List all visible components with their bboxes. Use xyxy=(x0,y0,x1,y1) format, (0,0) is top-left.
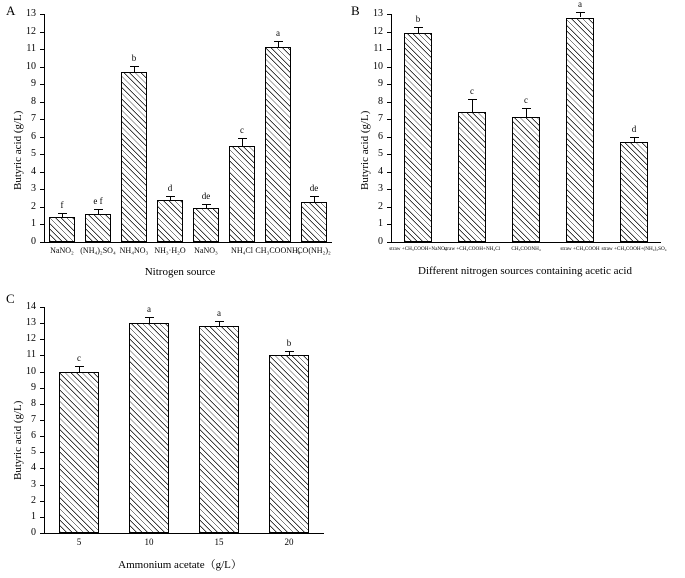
bar xyxy=(404,33,432,242)
y-axis-tick-label: 5 xyxy=(31,446,36,458)
error-bar-cap xyxy=(58,213,67,214)
error-bar xyxy=(526,108,527,118)
significance-label: de xyxy=(201,191,211,202)
y-axis-tick xyxy=(40,339,44,340)
y-axis-tick xyxy=(40,172,44,173)
x-axis-category-label: 20 xyxy=(284,537,294,547)
y-axis-tick-label: 2 xyxy=(378,200,383,212)
x-axis-category-label: CO(NH₂)₂ xyxy=(297,246,331,255)
significance-label: d xyxy=(631,123,637,134)
x-axis-category-label: CH₃COONH₄ xyxy=(511,246,541,252)
y-axis-tick-label: 7 xyxy=(378,113,383,125)
y-axis-tick xyxy=(387,154,391,155)
panel-c xyxy=(0,285,345,578)
y-axis-tick xyxy=(40,468,44,469)
y-axis-tick-label: 4 xyxy=(31,165,36,177)
y-axis-tick xyxy=(40,307,44,308)
y-axis-tick-label: 0 xyxy=(31,527,36,538)
y-axis-tick-label: 2 xyxy=(31,494,36,506)
bar xyxy=(49,217,75,242)
y-axis-tick-label: 4 xyxy=(378,165,383,177)
significance-label: f xyxy=(60,200,64,211)
y-axis-tick xyxy=(387,49,391,50)
panel-a-y-axis-label: Butyric acid (g/L) xyxy=(12,110,24,190)
y-axis-tick-label: 4 xyxy=(31,462,36,474)
bar xyxy=(269,355,309,533)
y-axis-tick xyxy=(40,323,44,324)
error-bar-cap xyxy=(522,108,531,109)
x-axis-category-label: straw +CH₃COOH+(NH₄)₂SO₄ xyxy=(601,246,667,252)
panel-a-letter: A xyxy=(6,3,16,18)
y-axis-tick xyxy=(40,485,44,486)
y-axis-tick-label: 12 xyxy=(26,333,36,345)
y-axis-tick xyxy=(40,372,44,373)
panel-b-x-axis-label: Different nitrogen sources containing acetic acid xyxy=(418,265,632,277)
y-axis-tick xyxy=(387,119,391,120)
x-axis-category-label: 10 xyxy=(144,537,154,547)
y-axis-tick xyxy=(40,137,44,138)
bar xyxy=(157,200,183,242)
y-axis-tick-label: 3 xyxy=(31,478,36,490)
x-axis-line xyxy=(391,242,661,243)
error-bar-cap xyxy=(630,137,639,138)
y-axis-tick xyxy=(387,14,391,15)
panel-b xyxy=(345,0,685,285)
y-axis-tick-label: 6 xyxy=(31,130,36,142)
y-axis-tick xyxy=(40,404,44,405)
error-bar-cap xyxy=(576,12,585,13)
y-axis-tick xyxy=(387,32,391,33)
panel-c-y-axis-label: Butyric acid (g/L) xyxy=(12,400,24,480)
y-axis-tick xyxy=(40,355,44,356)
y-axis-tick xyxy=(40,84,44,85)
significance-label: de xyxy=(309,183,319,194)
x-axis-category-label: (NH₄)₂SO₄ xyxy=(80,246,116,255)
y-axis-tick-label: 1 xyxy=(378,218,383,230)
y-axis-tick xyxy=(40,49,44,50)
error-bar-cap xyxy=(145,317,154,318)
significance-label: b xyxy=(415,14,421,25)
y-axis-tick-label: 9 xyxy=(31,381,36,393)
panel-a-x-axis-label: Nitrogen source xyxy=(144,266,216,278)
bar xyxy=(129,323,169,533)
error-bar-cap xyxy=(215,321,224,322)
error-bar-cap xyxy=(94,209,103,210)
significance-label: b xyxy=(286,337,292,348)
y-axis-tick-label: 3 xyxy=(378,183,383,195)
bar xyxy=(199,326,239,533)
y-axis-tick-label: 8 xyxy=(378,95,383,107)
y-axis-tick-label: 12 xyxy=(26,25,36,37)
significance-label: c xyxy=(470,86,474,97)
y-axis-tick-label: 13 xyxy=(26,8,36,19)
y-axis-tick-label: 13 xyxy=(26,317,36,329)
bar xyxy=(301,202,327,242)
significance-label: c xyxy=(240,124,244,135)
y-axis-tick-label: 7 xyxy=(31,414,36,425)
y-axis-tick-label: 1 xyxy=(31,218,36,230)
y-axis-tick-label: 6 xyxy=(31,430,36,442)
bar xyxy=(620,142,648,242)
x-axis-category-label: 5 xyxy=(76,537,82,547)
y-axis-tick-label: 11 xyxy=(26,349,36,361)
x-axis-category-label: straw +CH₃COOH xyxy=(560,246,600,252)
y-axis-tick xyxy=(387,84,391,85)
x-axis-category-label: NaNO₂ xyxy=(50,246,74,255)
y-axis-tick xyxy=(40,224,44,225)
x-axis-category-label: straw +CH₃COOH+NH₄Cl xyxy=(443,246,501,252)
y-axis-tick xyxy=(40,420,44,421)
y-axis-tick-label: 13 xyxy=(373,8,383,19)
y-axis-tick-label: 8 xyxy=(31,397,36,409)
x-axis-category-label: 15 xyxy=(214,537,224,547)
y-axis-tick xyxy=(40,533,44,534)
y-axis-tick xyxy=(40,189,44,190)
significance-label: a xyxy=(217,307,221,318)
y-axis-tick xyxy=(40,119,44,120)
y-axis-tick-label: 10 xyxy=(373,60,383,72)
panel-c-letter: C xyxy=(6,291,15,306)
y-axis-tick xyxy=(40,32,44,33)
error-bar-cap xyxy=(274,41,283,42)
bar xyxy=(85,214,111,242)
y-axis-tick-label: 11 xyxy=(373,43,383,55)
significance-label: a xyxy=(276,28,280,39)
y-axis-tick xyxy=(40,242,44,243)
significance-label: b xyxy=(131,52,137,63)
y-axis-tick-label: 7 xyxy=(31,113,36,125)
y-axis-tick xyxy=(40,501,44,502)
panel-c-x-axis-label: Ammonium acetate（g/L） xyxy=(118,559,242,571)
error-bar-cap xyxy=(130,66,139,67)
y-axis-tick-label: 0 xyxy=(378,236,383,247)
y-axis-tick-label: 12 xyxy=(373,25,383,37)
x-axis-category-label: CH₃COONH₄ xyxy=(255,246,301,255)
panel-b-y-axis-label: Butyric acid (g/L) xyxy=(359,110,371,190)
error-bar-cap xyxy=(75,366,84,367)
y-axis-tick xyxy=(387,137,391,138)
y-axis-line xyxy=(44,307,45,533)
error-bar-cap xyxy=(166,196,175,197)
x-axis-line xyxy=(44,242,332,243)
bar xyxy=(193,208,219,242)
y-axis-tick xyxy=(40,452,44,453)
y-axis-tick-label: 1 xyxy=(31,510,36,522)
y-axis-tick-label: 3 xyxy=(31,183,36,195)
error-bar-cap xyxy=(202,204,211,205)
significance-label: e f xyxy=(93,195,103,206)
x-axis-category-label: straw +CH₃COOH+NaNO₃ xyxy=(389,246,447,252)
x-axis-category-label: NaNO₃ xyxy=(194,246,218,255)
error-bar-cap xyxy=(238,138,247,139)
y-axis-tick xyxy=(387,189,391,190)
y-axis-tick xyxy=(387,207,391,208)
error-bar-cap xyxy=(310,196,319,197)
bar xyxy=(512,117,540,242)
y-axis-tick-label: 6 xyxy=(378,130,383,142)
y-axis-tick-label: 9 xyxy=(31,78,36,90)
x-axis-line xyxy=(44,533,324,534)
y-axis-tick-label: 5 xyxy=(31,148,36,160)
y-axis-tick-label: 5 xyxy=(378,148,383,160)
bar xyxy=(265,47,291,242)
panel-b-letter: B xyxy=(351,3,360,18)
bar xyxy=(121,72,147,242)
y-axis-tick xyxy=(40,67,44,68)
significance-label: c xyxy=(77,352,81,363)
y-axis-tick-label: 11 xyxy=(26,43,36,55)
x-axis-category-label: NH₃·H₂O xyxy=(154,246,186,255)
x-axis-category-label: NH₄NO₃ xyxy=(119,246,149,255)
y-axis-tick xyxy=(40,14,44,15)
significance-label: a xyxy=(578,0,582,10)
bar xyxy=(458,112,486,242)
y-axis-tick-label: 10 xyxy=(26,365,36,377)
y-axis-tick xyxy=(40,154,44,155)
y-axis-tick xyxy=(387,172,391,173)
y-axis-tick-label: 8 xyxy=(31,95,36,107)
x-axis-category-label: NH₄Cl xyxy=(231,246,253,255)
panel-a xyxy=(0,0,345,285)
y-axis-tick xyxy=(387,102,391,103)
significance-label: d xyxy=(167,182,173,193)
significance-label: c xyxy=(524,94,528,105)
error-bar xyxy=(242,138,243,146)
y-axis-tick-label: 14 xyxy=(26,301,36,312)
bar xyxy=(229,146,255,242)
bar xyxy=(566,18,594,242)
y-axis-tick xyxy=(40,102,44,103)
y-axis-tick xyxy=(387,242,391,243)
y-axis-tick-label: 10 xyxy=(26,60,36,72)
y-axis-tick xyxy=(40,517,44,518)
y-axis-tick xyxy=(40,388,44,389)
y-axis-tick-label: 2 xyxy=(31,200,36,212)
error-bar xyxy=(472,99,473,112)
y-axis-tick xyxy=(387,67,391,68)
error-bar-cap xyxy=(468,99,477,100)
error-bar-cap xyxy=(414,27,423,28)
error-bar-cap xyxy=(285,351,294,352)
y-axis-line xyxy=(391,14,392,242)
y-axis-tick xyxy=(387,224,391,225)
y-axis-tick-label: 9 xyxy=(378,78,383,90)
significance-label: a xyxy=(147,304,151,315)
y-axis-tick xyxy=(40,436,44,437)
bar xyxy=(59,372,99,533)
y-axis-tick-label: 0 xyxy=(31,236,36,247)
